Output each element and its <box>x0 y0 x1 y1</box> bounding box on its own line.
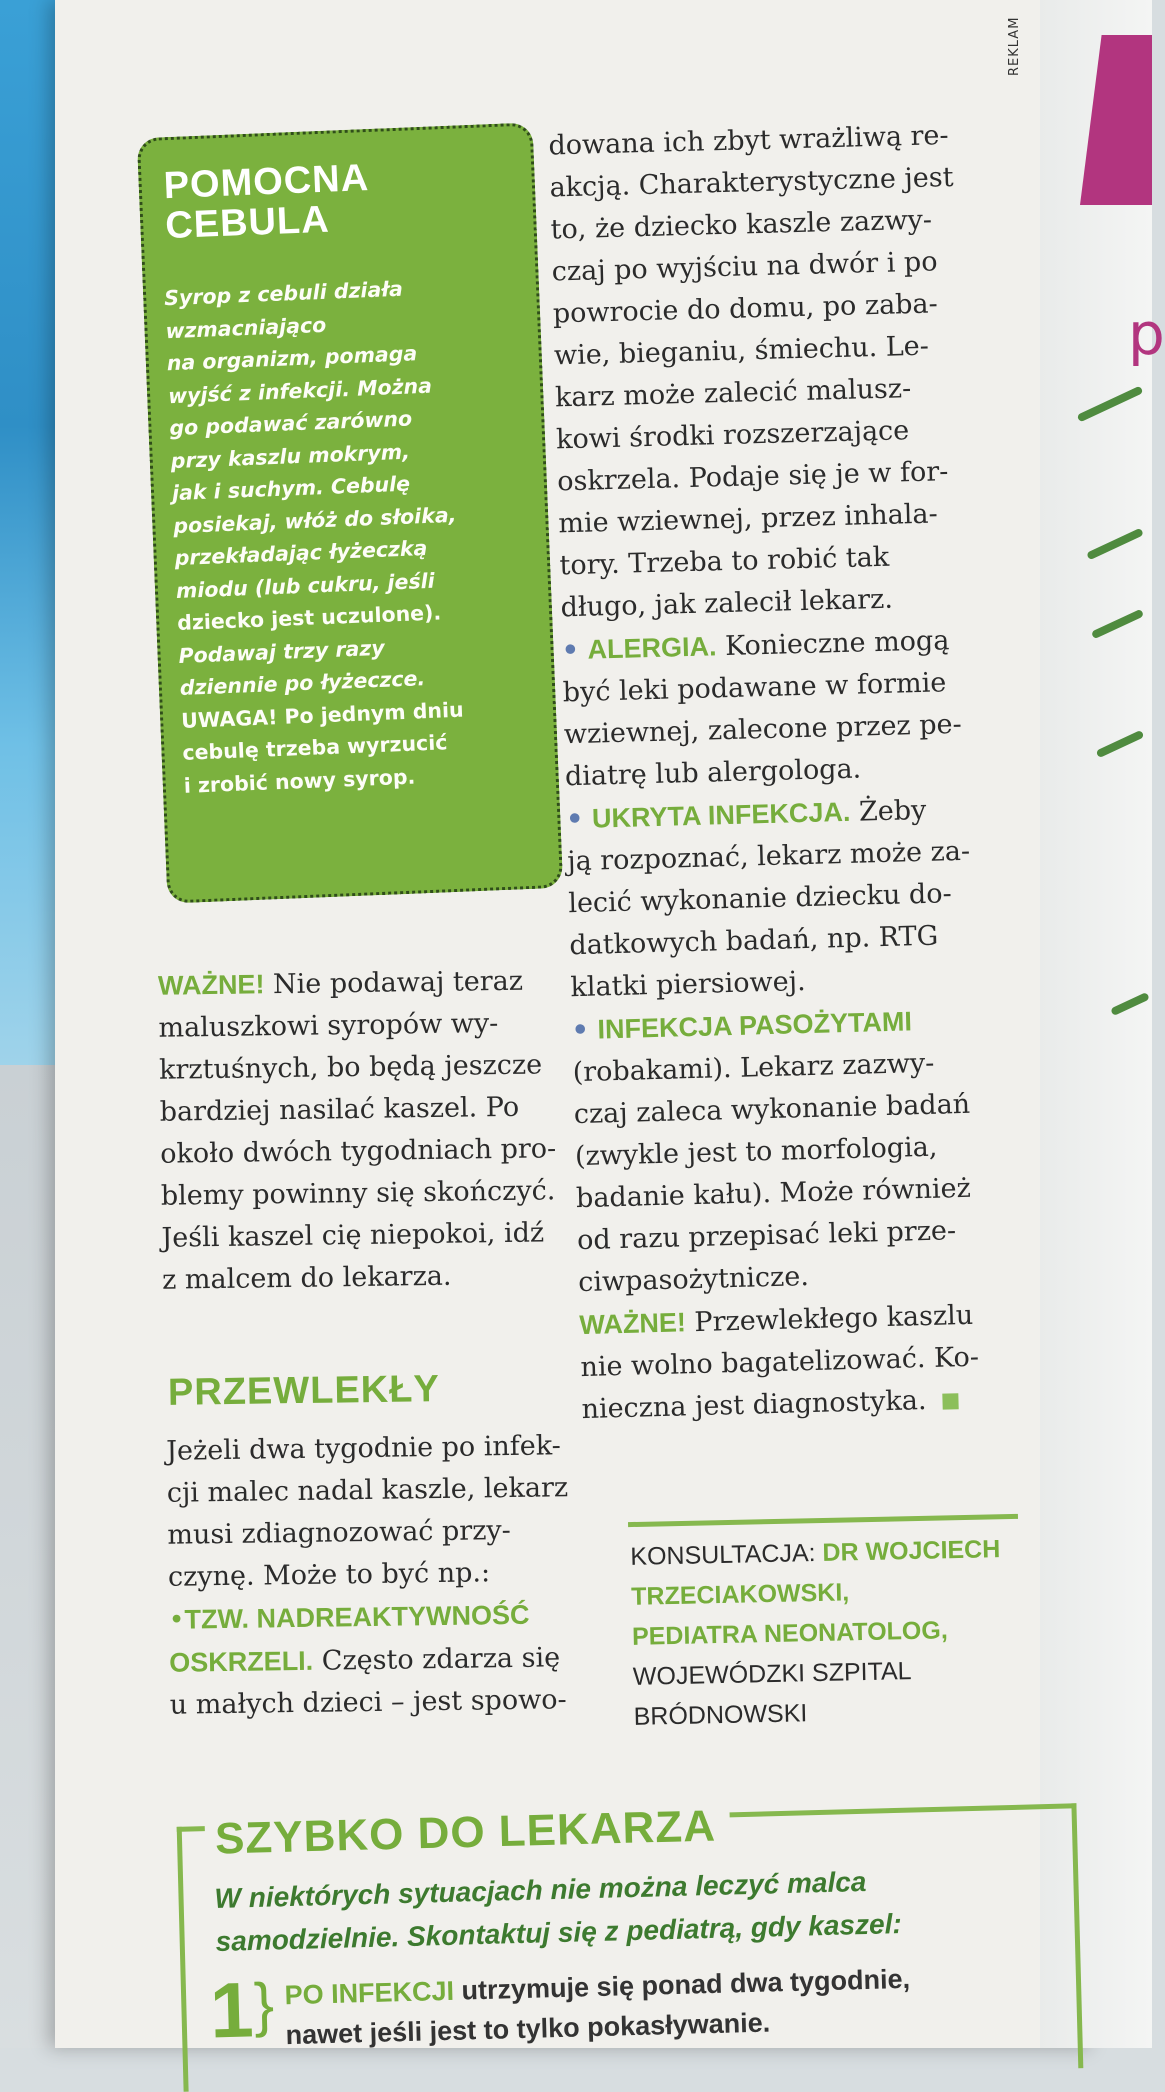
text-line: czaj zaleca wykonanie badań <box>573 1088 971 1131</box>
intro-line: W niektórych sytuacjach nie można leczyć malca <box>214 1865 867 1914</box>
text-line: to, że dziecko kaszle zazwy- <box>550 204 933 246</box>
item-number: 1 <box>208 1965 255 2055</box>
text-line: Jeśli kaszel cię niepokoi, idź <box>161 1217 545 1254</box>
text-line: czynę. Może to być np.: <box>167 1557 491 1593</box>
left-column-chronic <box>166 1425 571 1727</box>
alergia-label: ALERGIA. <box>587 631 717 665</box>
sidebar-line: Syrop z cebuli działa <box>163 276 404 311</box>
text-line: karz może zalecić malusz- <box>554 373 912 414</box>
consultation-credit <box>630 1529 1004 1737</box>
sidebar-line: jak i suchym. Cebulę <box>171 471 411 506</box>
text-line: diatrę lub alergologa. <box>564 753 862 793</box>
consult-hospital: WOJEWÓDZKI SZPITAL <box>632 1657 912 1691</box>
wazne-label: WAŻNE! <box>578 1307 687 1341</box>
text-line: od razu przepisać leki prze- <box>576 1215 957 1257</box>
wazne-first-line: Nie podawaj teraz <box>272 965 524 1001</box>
text-line: u małych dzieci – jest spowo- <box>169 1684 567 1721</box>
text-line: kowi środki rozszerzające <box>555 415 910 456</box>
text-line: maluszkowi syropów wy- <box>158 1008 499 1044</box>
advert-graphic-small: p <box>1128 300 1165 368</box>
nadreaktywnosc-text: Często zdarza się <box>321 1642 561 1677</box>
sidebar-line: miodu (lub cukru, jeśli <box>175 568 436 603</box>
sidebar-line: posiekaj, włóż do słoika, <box>172 502 457 538</box>
text-line: około dwóch tygodniach pro- <box>160 1133 557 1170</box>
text-line <box>169 1636 571 1685</box>
sidebar-line: przy kaszlu mokrym, <box>170 439 411 473</box>
intro-line: samodzielnie. Skontaktuj się z pediatrą, gdy kaszel: <box>215 1908 903 1957</box>
bullet: • <box>168 1604 185 1636</box>
sidebar-title-line: POMOCNA <box>162 156 370 208</box>
bullet: • <box>561 634 580 667</box>
text-line: ją rozpoznać, lekarz może za- <box>566 835 971 878</box>
consult-line <box>630 1529 1001 1577</box>
text-line: długo, jak zalecił lekarz. <box>560 583 894 624</box>
text-line: (robakami). Lekarz zazwy- <box>572 1047 935 1089</box>
sidebar-line: dziecko jest uczulone). <box>176 600 442 636</box>
doctor-box-title: SZYBKO DO LEKARZA <box>204 1801 730 1865</box>
sidebar-line: wyjść z infekcji. Można <box>167 373 433 408</box>
sidebar-line: dziennie po łyżeczce. <box>179 666 426 700</box>
ukryta-label: UKRYTA INFEKCJA. <box>591 796 851 834</box>
text-line: mie wziewnej, przez inhala- <box>558 498 939 540</box>
text-line: cji malec nadal kaszle, lekarz <box>166 1472 569 1509</box>
wazne-last-line: nieczna jest diagnostyka. <box>581 1385 927 1426</box>
text-line: oskrzela. Podaje się je w for- <box>556 456 949 498</box>
text-line: wziewnej, zalecone przez pe- <box>563 708 963 751</box>
item-label: PO INFEKCJI <box>284 1975 455 2011</box>
doctor-box-item <box>284 1959 911 2055</box>
bullet: • <box>565 803 584 836</box>
consult-name: DR WOJCIECH <box>822 1535 1001 1567</box>
advert-label: REKLAM <box>1007 16 1022 76</box>
text-line: ciwpasożytnicze. <box>577 1261 810 1299</box>
bullet: • <box>571 1014 590 1047</box>
text-line: akcją. Charakterystyczne jest <box>549 161 954 204</box>
brace-icon: } <box>253 1970 275 2039</box>
nadreaktywnosc-label: TZW. NADREAKTYWNOŚĆ <box>184 1599 530 1635</box>
text-line: dowana ich zbyt wrażliwą re- <box>548 120 949 162</box>
nadreaktywnosc-label-2: OSKRZELI. <box>168 1645 314 1678</box>
sidebar-line: go podawać zarówno <box>168 406 413 441</box>
text-line: musi zdiagnozować przy- <box>167 1515 512 1551</box>
doctor-box-intro <box>214 1859 902 1963</box>
item-text: utrzymuje się ponad dwa tygodnie, <box>461 1963 911 2006</box>
sidebar-body <box>164 268 545 802</box>
sidebar-line: UWAGA! Po jednym dniu <box>180 697 465 733</box>
text-line: blemy powinny się skończyć. <box>160 1175 556 1212</box>
alergia-text: Konieczne mogą <box>724 625 950 663</box>
consult-role: PEDIATRA NEONATOLOG, <box>631 1616 949 1651</box>
sidebar-line: przekładając łyżeczką <box>174 535 428 571</box>
text-line <box>158 959 554 1008</box>
sidebar-title <box>163 158 371 246</box>
ukryta-text: Żeby <box>858 794 927 828</box>
text-line: wie, bieganiu, śmiechu. Le- <box>553 330 930 372</box>
consult-hospital: BRÓDNOWSKI <box>633 1699 808 1731</box>
right-column <box>548 115 986 1431</box>
sidebar-box-onion-syrup <box>137 122 563 903</box>
text-line: bardziej nasilać kaszel. Po <box>159 1091 520 1128</box>
sidebar-line: i zrobić nowy syrop. <box>183 764 416 798</box>
end-square-icon <box>942 1393 958 1409</box>
text-line: czaj po wyjściu na dwór i po <box>551 246 938 288</box>
text-line: powrocie do domu, po zaba- <box>552 288 939 330</box>
wazne-text: Przewlekłego kaszlu <box>694 1299 974 1339</box>
text-line: badanie kału). Może również <box>575 1172 972 1215</box>
text-line: klatki piersiowej. <box>570 966 807 1004</box>
sidebar-line: cebulę trzeba wyrzucić <box>182 730 448 765</box>
consult-line: TRZECIAKOWSKI, <box>630 1578 850 1611</box>
sidebar-title-line: CEBULA <box>164 198 331 248</box>
text-line: datkowych badań, np. RTG <box>569 920 939 962</box>
sidebar-line: wzmacniająco <box>165 312 327 343</box>
text-line: nie wolno bagatelizować. Ko- <box>580 1341 980 1384</box>
sidebar-line: na organizm, pomaga <box>166 341 418 376</box>
item-line: nawet jeśli jest to tylko pokasływanie. <box>285 2007 771 2051</box>
consult-prefix: KONSULTACJA: <box>630 1539 816 1571</box>
text-line <box>168 1593 570 1642</box>
wazne-label: WAŻNE! <box>157 969 265 1001</box>
text-line: (zwykle jest to morfologia, <box>574 1131 938 1173</box>
section-heading-chronic: PRZEWLEKŁY <box>167 1368 441 1414</box>
text-line: tory. Trzeba to robić tak <box>559 541 890 582</box>
text-line: krztuśnych, bo będą jeszcze <box>158 1049 543 1086</box>
pasozyty-label: INFEKCJA PASOŻYTAMI <box>597 1006 913 1045</box>
text-line: Jeżeli dwa tygodnie po infek- <box>166 1430 561 1467</box>
text-line: być leki podawane w formie <box>562 667 947 709</box>
text-line: z malcem do lekarza. <box>161 1260 452 1296</box>
sidebar-line: Podawaj trzy razy <box>178 635 386 668</box>
text-line: lecić wykonanie dziecku do- <box>567 878 953 920</box>
left-column-wazne <box>158 959 559 1301</box>
